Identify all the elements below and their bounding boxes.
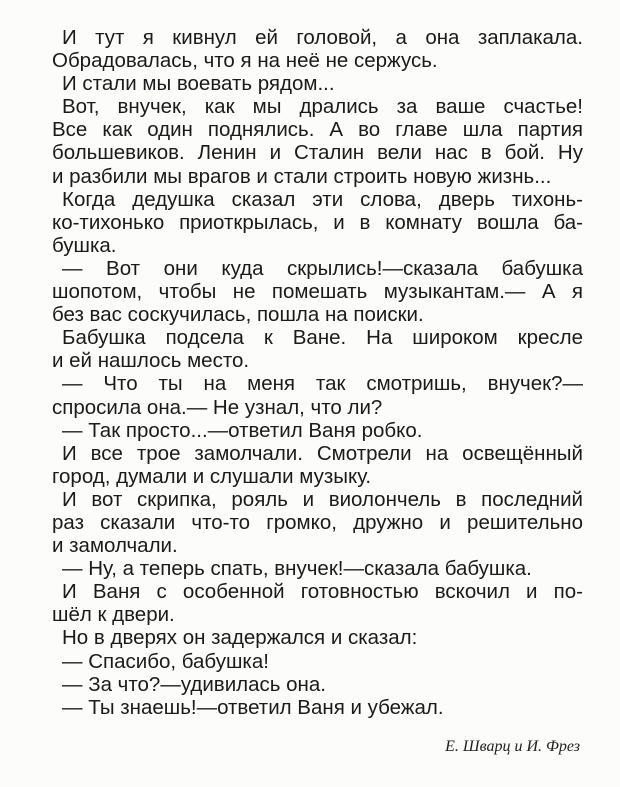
- text-line: И вот скрипка, рояль и виолончель в последний: [62, 487, 583, 511]
- author-signature: Е. Шварц и И. Фрез: [445, 738, 580, 755]
- text-line: Все как один поднялись. А во главе шла партия: [52, 118, 583, 142]
- paragraph: [52, 72, 583, 95]
- text-line: Вот, внучек, как мы дрались за ваше счастье!: [62, 95, 583, 119]
- text-line: город, думали и слушали музыку.: [52, 464, 372, 488]
- text-line: — Ну, а теперь спать, внучек!—сказала бабушка.: [62, 557, 532, 581]
- paragraph: [52, 372, 583, 418]
- text-line: Обрадовалась, что я на неё не сержусь.: [52, 49, 438, 73]
- text-line: и разбили мы врагов и стали строить новую жизнь...: [52, 164, 552, 188]
- story-text: [52, 26, 583, 719]
- text-line: — Спасибо, бабушка!: [62, 649, 269, 673]
- text-line: — Вот они куда скрылись!—сказала бабушка: [62, 256, 583, 280]
- text-line: Бабушка подсела к Ване. На широком кресле: [62, 326, 583, 350]
- paragraph: [52, 696, 583, 719]
- text-line: спросила она.— Не узнал, что ли?: [52, 395, 383, 419]
- paragraph: [52, 673, 583, 696]
- text-line: — Ты знаешь!—ответил Ваня и убежал.: [62, 695, 444, 719]
- text-line: — За что?—удивилась она.: [62, 672, 326, 696]
- text-line: Но в дверях он задержался и сказал:: [62, 626, 418, 650]
- text-line: большевиков. Ленин и Сталин вели нас в бой. Ну: [52, 141, 583, 165]
- text-line: раз сказали что-то громко, дружно и решительно: [52, 510, 583, 534]
- text-line: И все трое замолчали. Смотрели на освещённый: [62, 441, 583, 465]
- paragraph: [52, 557, 583, 580]
- text-line: — Так просто...—ответил Ваня робко.: [62, 418, 423, 442]
- paragraph: [52, 326, 583, 372]
- text-line: Когда дедушка сказал эти слова, дверь тихонь-: [62, 187, 583, 211]
- paragraph: [52, 188, 583, 257]
- text-line: ко-тихонько приоткрылась, и в комнату вошла ба-: [52, 210, 583, 234]
- paragraph: [52, 650, 583, 673]
- paragraph: [52, 95, 583, 187]
- text-line: шёл к двери.: [52, 603, 175, 627]
- paragraph: [52, 257, 583, 326]
- paragraph: [52, 488, 583, 557]
- paragraph: [52, 26, 583, 72]
- paragraph: [52, 626, 583, 649]
- text-line: и замолчали.: [52, 534, 178, 558]
- paragraph: [52, 442, 583, 488]
- text-line: без вас соскучилась, пошла на поиски.: [52, 303, 424, 327]
- text-line: И Ваня с особенной готовностью вскочил и по-: [62, 580, 583, 604]
- text-line: шопотом, чтобы не помешать музыкантам.— А я: [52, 280, 583, 304]
- text-line: И тут я кивнул ей головой, а она заплакала.: [62, 26, 583, 49]
- paragraph: [52, 580, 583, 626]
- text-line: — Что ты на меня так смотришь, внучек?—: [62, 372, 583, 396]
- paragraph: [52, 419, 583, 442]
- text-line: и ей нашлось место.: [52, 349, 250, 373]
- text-line: бушка.: [52, 233, 117, 257]
- text-line: И стали мы воевать рядом...: [62, 72, 335, 96]
